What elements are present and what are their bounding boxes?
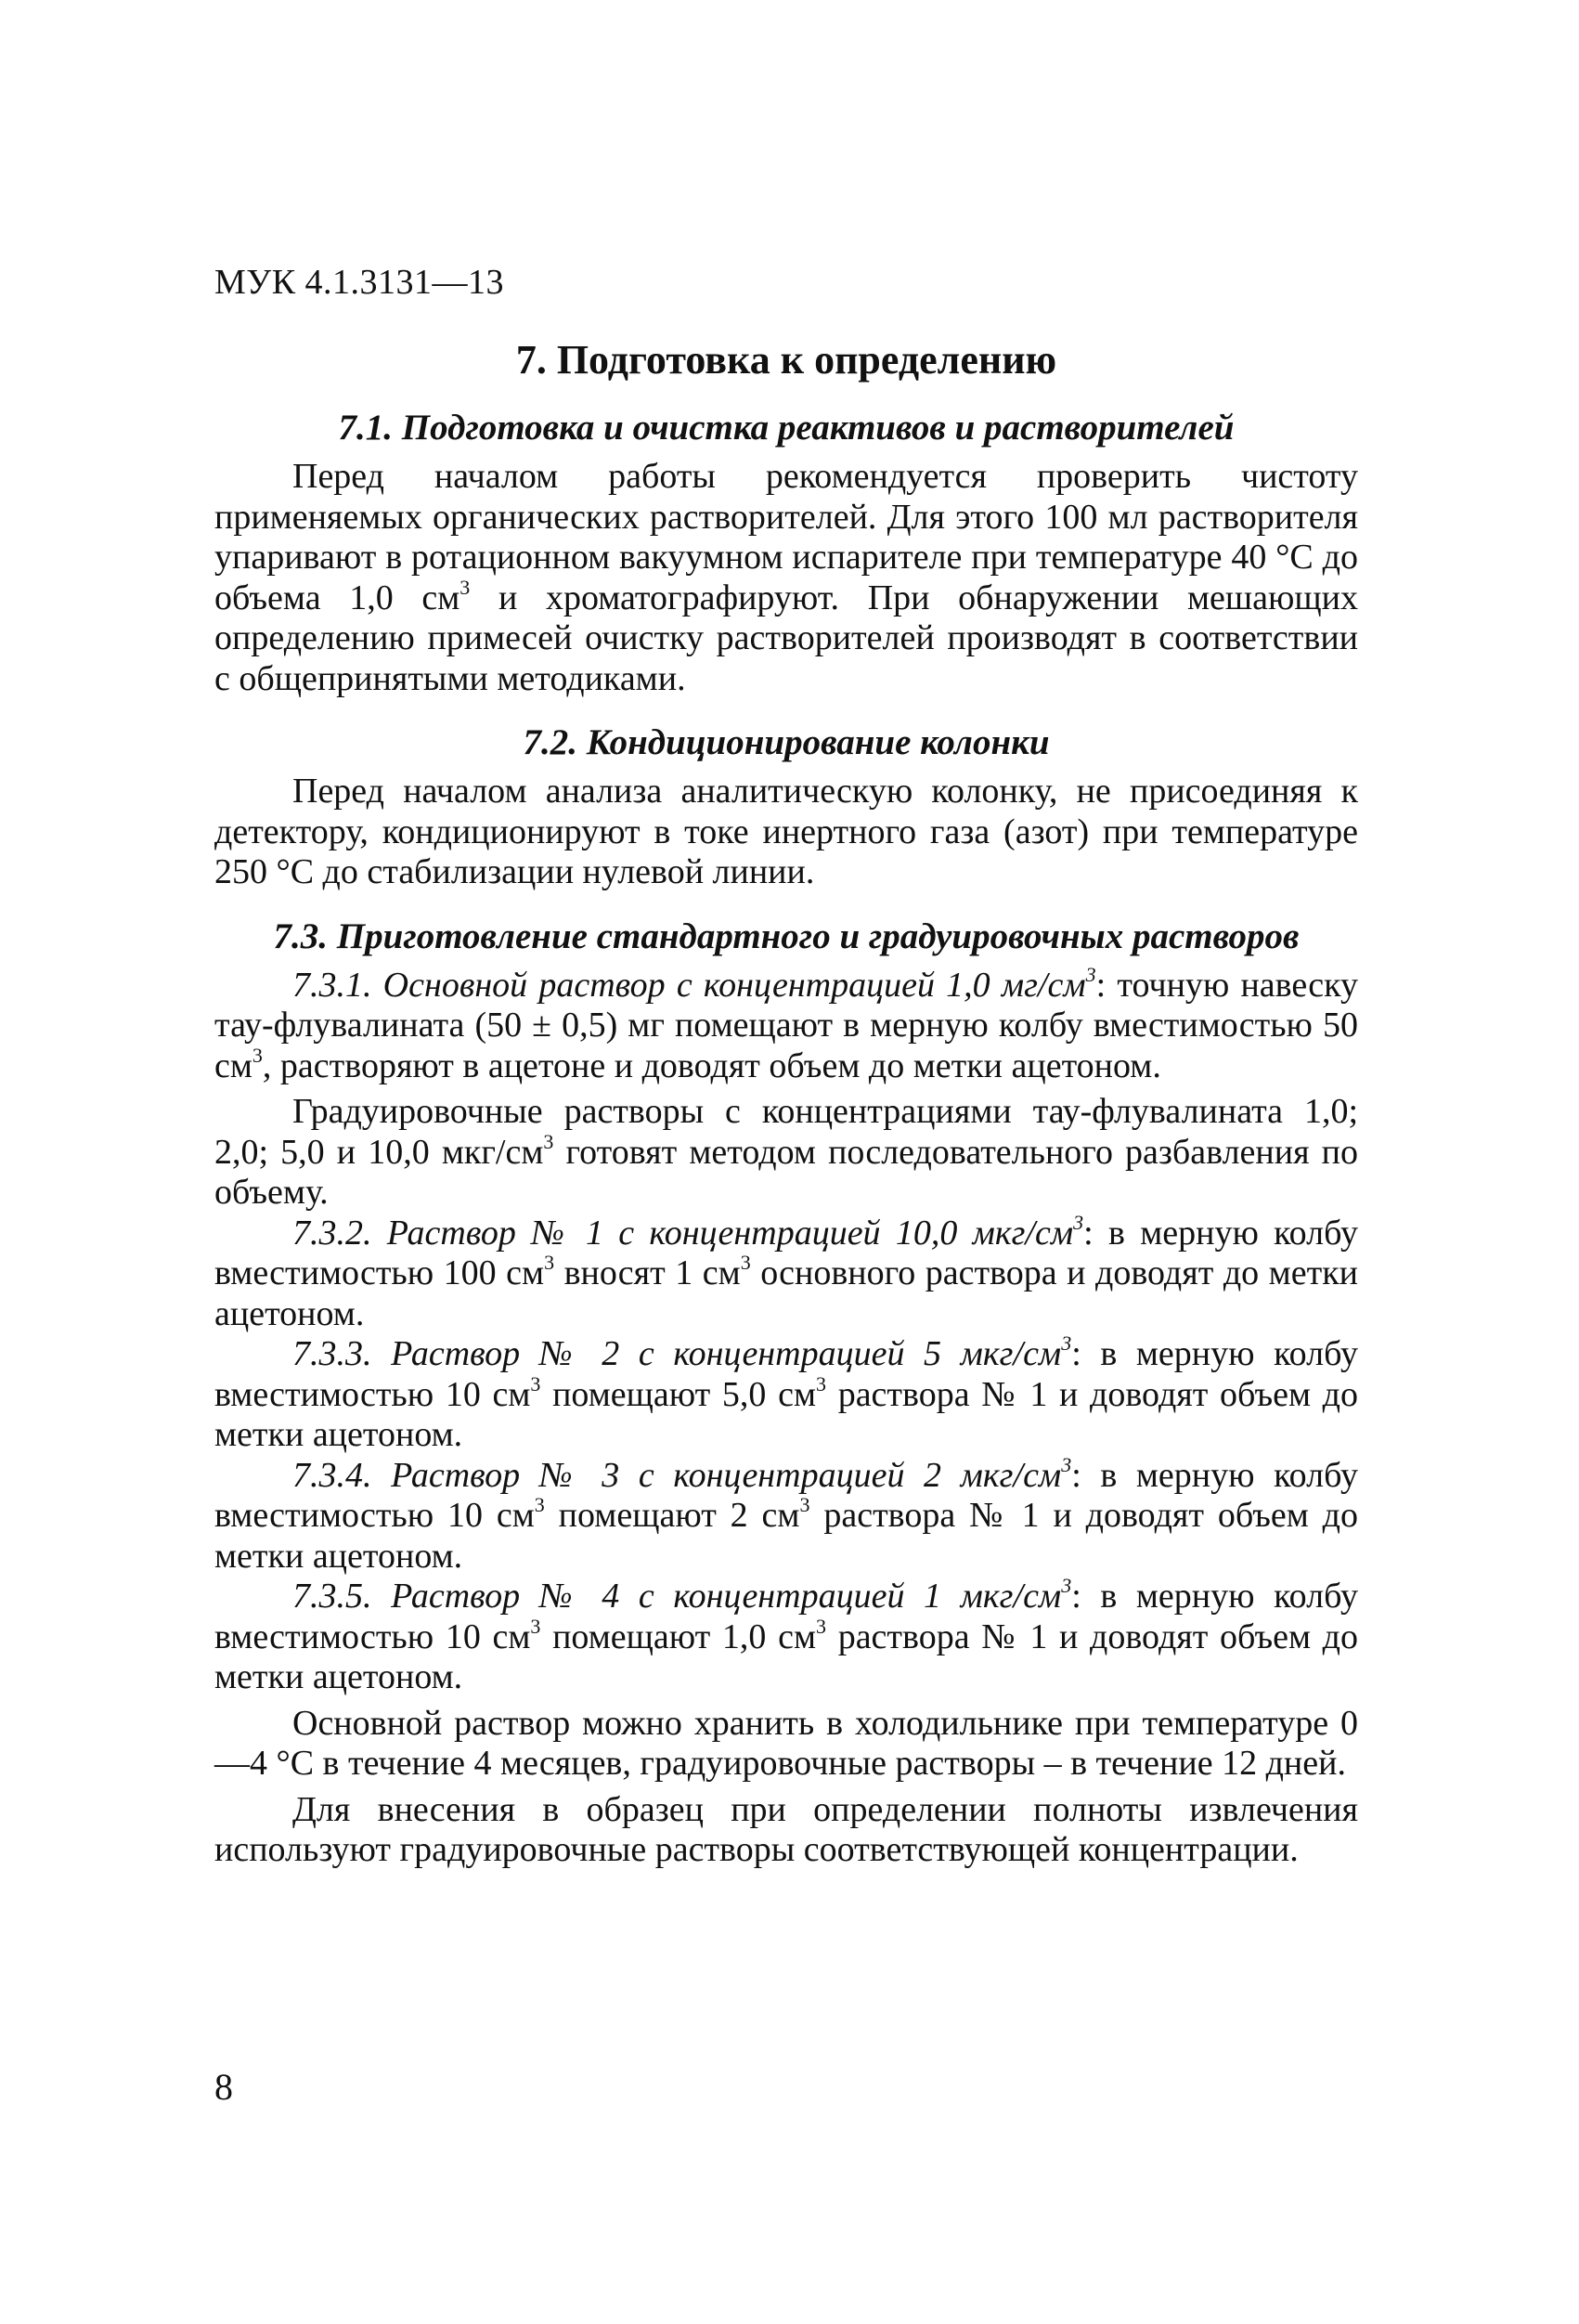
superscript: 3 — [530, 1371, 541, 1396]
text-run: : в мерную колбу вместимостью 10 см — [214, 1334, 1358, 1414]
superscript: 3 — [816, 1614, 827, 1638]
superscript: 3 — [1085, 962, 1096, 986]
subsection-7-2-paragraph: Перед началом анализа аналитическую колонку, не присоединяя к детектору, кондиционируют в токе инертного газа (азот) при температуре 250 °С до стабилизации нулевой линии. — [214, 772, 1358, 891]
paragraph-7-3-1 — [214, 962, 1358, 1087]
text-run: : точную навеску тау-флувалината (50 ± 0,5) мг помещают в мерную колбу вместимостью 50 см — [214, 965, 1358, 1085]
superscript: 3 — [740, 1251, 751, 1275]
text-run: помещают 1,0 см — [540, 1616, 817, 1656]
text-run: помещают 5,0 см — [540, 1374, 817, 1414]
superscript: 3 — [534, 1493, 545, 1517]
paragraph-graduation — [214, 1092, 1358, 1214]
subsection-7-1-title: 7.1. Подготовка и очистка реактивов и растворителей — [338, 408, 1235, 448]
text-run: раствора № 1 и доводят объем до метки ацетоном. — [214, 1616, 1359, 1696]
text-run: готовят методом последовательного разбавления по объему. — [214, 1132, 1358, 1212]
document-code: МУК 4.1.3131—13 — [214, 263, 505, 302]
text-run: раствора № 1 и доводят объем до метки ацетоном. — [214, 1496, 1359, 1576]
paragraph-7-3-3 — [214, 1331, 1359, 1456]
paragraph-lead: 7.3.3. Раствор № 2 с концентрацией 5 мкг/см — [292, 1334, 1062, 1373]
superscript: 3 — [1061, 1574, 1072, 1598]
subsection-7-2-title: 7.2. Кондиционирование колонки — [523, 722, 1050, 762]
paragraph-7-3-5 — [214, 1574, 1359, 1698]
superscript: 3 — [1061, 1452, 1072, 1476]
page-body — [214, 407, 1358, 1871]
superscript: 3 — [544, 1251, 555, 1275]
text-run: : в мерную колбу вместимостью 10 см — [214, 1577, 1358, 1656]
superscript: 3 — [252, 1043, 263, 1067]
section-title: 7. Подготовка к определению — [515, 337, 1057, 383]
text-run: и хроматографируют. При обнаружении мешающих определению примесей очистку растворителей производят в соответствии с общепринятыми методиками. — [214, 578, 1358, 698]
text-run: раствора № 1 и доводят объем до метки ацетоном. — [214, 1374, 1359, 1454]
text-run: помещают 2 см — [544, 1496, 800, 1535]
paragraph-spike: Для внесения в образец при определении полноты извлечения используют градуировочные растворы соответствующей концентрации. — [214, 1789, 1358, 1869]
text-run: : в мерную колбу вместимостью 10 см — [214, 1455, 1358, 1535]
superscript: 3 — [1073, 1210, 1084, 1234]
subsection-7-3-title: 7.3. Приготовление стандартного и градуировочных растворов — [273, 915, 1300, 956]
superscript: 3 — [459, 575, 471, 599]
paragraph-lead: 7.3.5. Раствор № 4 с концентрацией 1 мкг/см — [292, 1577, 1062, 1616]
paragraph-lead: 7.3.1. Основной раствор с концентрацией 1,0 мг/см — [292, 965, 1086, 1005]
superscript: 3 — [530, 1614, 541, 1638]
text-run: , растворяют в ацетоне и доводят объем до метки ацетоном. — [262, 1045, 1161, 1085]
paragraph-lead: 7.3.2. Раствор № 1 с концентрацией 10,0 мкг/см — [292, 1213, 1074, 1253]
text-run: Перед началом работы рекомендуется проверить чистоту применяемых органических растворителей. Для этого 100 мл растворителя упаривают в ротационном вакуумном испарителе при температуре 40 °С до объема 1,0 см — [214, 457, 1358, 617]
paragraph-storage: Основной раствор можно хранить в холодильнике при температуре 0—4 °С в течение 4 месяцев, градуировочные растворы – в течение 12 дней. — [214, 1703, 1358, 1783]
superscript: 3 — [799, 1493, 810, 1517]
superscript: 3 — [543, 1129, 554, 1153]
text-run: Градуировочные растворы с концентрациями тау-флувалината 1,0; 2,0; 5,0 и 10,0 мкг/см — [214, 1092, 1358, 1172]
text-run: : в мерную колбу вместимостью 100 см — [214, 1213, 1358, 1292]
paragraph-7-3-2 — [214, 1210, 1358, 1335]
text-run: основного раствора и доводят до метки ацетоном. — [214, 1253, 1358, 1333]
document-page — [214, 0, 1358, 2324]
text-run: вносят 1 см — [554, 1253, 741, 1292]
paragraph-lead: 7.3.4. Раствор № 3 с концентрацией 2 мкг/см — [292, 1455, 1062, 1495]
page-number: 8 — [214, 2066, 233, 2108]
paragraph-7-3-4 — [214, 1452, 1359, 1577]
superscript: 3 — [1061, 1331, 1072, 1356]
subsection-7-1-paragraph — [214, 457, 1358, 699]
superscript: 3 — [816, 1371, 827, 1396]
